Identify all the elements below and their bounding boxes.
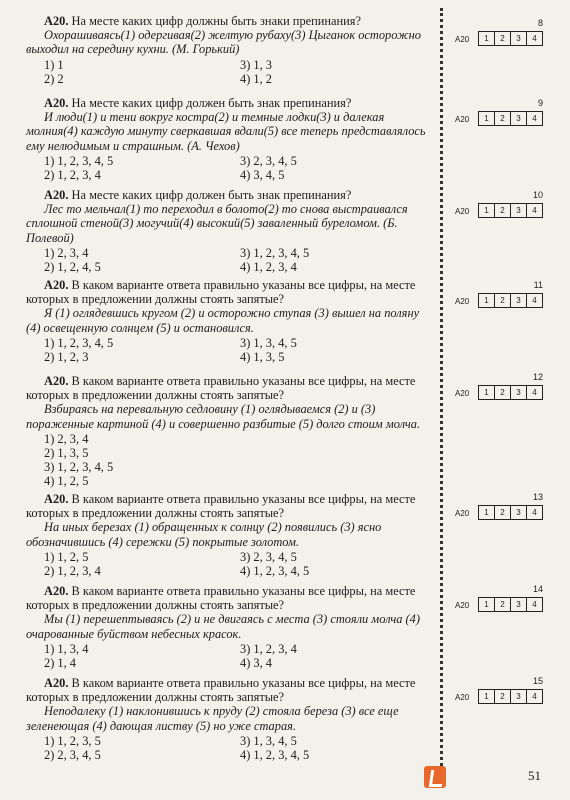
page-number: 51 <box>528 768 541 783</box>
answer-option: 2) 2, 3, 4, 5 <box>44 748 101 763</box>
publisher-logo-icon <box>424 766 446 788</box>
answer-cell[interactable]: 1 <box>479 598 495 611</box>
question-block <box>26 374 426 489</box>
task-number: 14 <box>532 584 543 594</box>
question-label: А20. <box>44 374 69 388</box>
question-block <box>26 14 426 86</box>
answer-option: 2) 1, 2, 4, 5 <box>44 260 101 275</box>
question-sentence: Лес то мельчал(1) то переходил в болото(2) то снова выстраивался сплошной стеной(3) могучий(4) высокий(5) заваленный буреломом. (Б. Полевой) <box>26 202 408 245</box>
answer-option: 2) 2 <box>44 71 64 86</box>
question-sentence: Мы (1) перешептываясь (2) и не двигаясь с места (3) стояли молча (4) очарованные буйством небесных красок. <box>26 612 420 641</box>
question-sentence: Взбираясь на перевальную седловину (1) оглядываемся (2) и (3) пораженные картиной (4) и совершенно разбитые (5) долго стоим молча. <box>26 402 421 431</box>
answer-box-label: А20 <box>455 35 470 44</box>
answer-cell[interactable]: 4 <box>532 388 537 397</box>
answer-cell[interactable]: 1 <box>479 32 495 45</box>
answer-options <box>26 642 426 670</box>
answer-cell[interactable]: 4 <box>532 206 537 215</box>
answer-cell[interactable]: 3 <box>511 386 527 399</box>
question-heading <box>26 584 426 612</box>
answer-option: 4) 1, 2, 5 <box>44 474 89 489</box>
answer-cell[interactable]: 2 <box>495 690 511 703</box>
answer-option: 2) 1, 4 <box>44 656 77 671</box>
answer-cell[interactable]: 3 <box>511 506 527 519</box>
answer-cells <box>478 597 543 612</box>
answer-box <box>455 18 550 52</box>
task-number: 10 <box>532 190 543 200</box>
answer-cell[interactable]: 4 <box>532 600 537 609</box>
question-label: А20. <box>44 676 69 690</box>
answer-box <box>455 280 550 314</box>
question-text: На месте каких цифр должны быть знаки препинания? <box>71 14 361 28</box>
question-sentence: Я (1) оглядевшись кругом (2) и осторожно ступая (3) вышел на поляну (4) освещенную солнцем (5) и остановился. <box>26 306 420 335</box>
answer-option: 2) 1, 3, 5 <box>44 446 89 461</box>
answer-cell[interactable]: 2 <box>495 294 511 307</box>
question-sentence: Неподалеку (1) наклонившись к пруду (2) стояла береза (3) все еще зеленеющая (4) дающая листву (5) но уже старая. <box>26 704 399 733</box>
answer-option: 4) 1, 3, 5 <box>240 350 285 365</box>
answer-option: 1) 1, 2, 3, 5 <box>44 733 101 748</box>
answer-cell[interactable]: 2 <box>495 32 511 45</box>
answer-box-label: А20 <box>455 509 470 518</box>
question-text: В каком варианте ответа правильно указаны все цифры, на месте которых в предложении должны стоять запятые? <box>26 492 416 521</box>
question-heading <box>26 14 426 28</box>
answer-box <box>455 98 550 132</box>
answer-option: 4) 3, 4 <box>240 656 273 671</box>
answer-cell[interactable]: 1 <box>479 294 495 307</box>
answer-cell[interactable]: 2 <box>495 598 511 611</box>
answer-option: 1) 2, 3, 4 <box>44 245 89 260</box>
answer-options <box>26 246 426 274</box>
answer-options <box>26 432 426 489</box>
answer-option: 3) 1, 3 <box>240 57 273 72</box>
task-number: 12 <box>532 372 543 382</box>
answer-option: 3) 1, 3, 4, 5 <box>240 335 297 350</box>
answer-option: 2) 1, 2, 3, 4 <box>44 564 101 579</box>
answer-box <box>455 372 550 406</box>
question-text: В каком варианте ответа правильно указаны все цифры, на месте которых в предложении должны стоять запятые? <box>26 278 416 307</box>
question-sentence: Охорашиваясь(1) одергивая(2) желтую рубаху(3) Цыганок осторожно выходил на середину кухни. (М. Горький) <box>26 28 421 57</box>
answer-option: 3) 1, 2, 3, 4, 5 <box>240 245 310 260</box>
question-text: В каком варианте ответа правильно указаны все цифры, на месте которых в предложении должны стоять запятые? <box>26 374 416 403</box>
answer-cell[interactable]: 4 <box>532 692 537 701</box>
answer-cell[interactable]: 2 <box>495 506 511 519</box>
answer-box-label: А20 <box>455 115 470 124</box>
question-label: А20. <box>44 96 69 110</box>
answer-options <box>26 58 426 86</box>
answer-option: 1) 1 <box>44 57 64 72</box>
answer-box-label: А20 <box>455 601 470 610</box>
answer-cells <box>478 505 543 520</box>
answer-option: 2) 1, 2, 3 <box>44 350 89 365</box>
task-number: 11 <box>533 280 543 290</box>
answer-option: 4) 1, 2, 3, 4 <box>240 260 297 275</box>
answer-cell[interactable]: 3 <box>511 294 527 307</box>
answer-option: 1) 1, 2, 3, 4, 5 <box>44 335 114 350</box>
question-heading <box>26 676 426 704</box>
question-label: А20. <box>44 278 69 292</box>
answer-cell[interactable]: 3 <box>511 204 527 217</box>
answer-option: 1) 1, 2, 3, 4, 5 <box>44 153 114 168</box>
answer-cells <box>478 385 543 400</box>
question-heading <box>26 374 426 402</box>
question-block <box>26 96 426 182</box>
answer-option: 4) 1, 2, 3, 4, 5 <box>240 564 310 579</box>
answer-box <box>455 584 550 618</box>
answer-box-label: А20 <box>455 389 470 398</box>
answer-cell[interactable]: 3 <box>511 112 527 125</box>
answer-options <box>26 550 426 578</box>
answer-option: 3) 1, 2, 3, 4, 5 <box>44 460 114 475</box>
answer-option: 4) 1, 2, 3, 4, 5 <box>240 748 310 763</box>
question-block <box>26 278 426 364</box>
question-label: А20. <box>44 492 69 506</box>
answer-box-label: А20 <box>455 693 470 702</box>
answer-option: 1) 2, 3, 4 <box>44 431 89 446</box>
question-heading <box>26 278 426 306</box>
question-text: В каком варианте ответа правильно указаны все цифры, на месте которых в предложении должны стоять запятые? <box>26 676 416 705</box>
answer-cell[interactable]: 4 <box>532 508 537 517</box>
answer-cells <box>478 293 543 308</box>
answer-cell[interactable]: 1 <box>479 204 495 217</box>
answer-option: 3) 2, 3, 4, 5 <box>240 153 297 168</box>
answer-cell[interactable]: 4 <box>532 114 537 123</box>
answer-option: 3) 2, 3, 4, 5 <box>240 549 297 564</box>
question-label: А20. <box>44 584 69 598</box>
answer-cells <box>478 203 543 218</box>
answer-cell[interactable]: 3 <box>511 690 527 703</box>
answer-cell[interactable]: 1 <box>479 506 495 519</box>
question-text: В каком варианте ответа правильно указаны все цифры, на месте которых в предложении должны стоять запятые? <box>26 584 416 613</box>
answer-box-label: А20 <box>455 297 470 306</box>
answer-box <box>455 190 550 224</box>
answer-cell[interactable]: 2 <box>495 386 511 399</box>
answer-cell[interactable]: 2 <box>495 204 511 217</box>
question-block <box>26 188 426 274</box>
question-sentence: На иных березах (1) обращенных к солнцу (2) появились (3) ясно обозначившись (4) сережки (5) покрытые золотом. <box>26 520 382 549</box>
answer-option: 2) 1, 2, 3, 4 <box>44 168 101 183</box>
answer-box <box>455 492 550 526</box>
task-number: 8 <box>537 18 543 28</box>
answer-cell[interactable]: 4 <box>532 34 537 43</box>
answer-option: 1) 1, 2, 5 <box>44 549 89 564</box>
answer-box-label: А20 <box>455 207 470 216</box>
question-label: А20. <box>44 14 69 28</box>
answer-cell[interactable]: 2 <box>495 112 511 125</box>
task-number: 9 <box>537 98 543 108</box>
question-text: На месте каких цифр должен быть знак препинания? <box>71 188 352 202</box>
answer-options <box>26 734 426 762</box>
answer-box <box>455 676 550 710</box>
answer-cells <box>478 111 543 126</box>
question-heading <box>26 492 426 520</box>
answer-cells <box>478 31 543 46</box>
answer-cell[interactable]: 3 <box>511 598 527 611</box>
answer-options <box>26 336 426 364</box>
question-block <box>26 584 426 670</box>
answer-option: 1) 1, 3, 4 <box>44 641 89 656</box>
answer-option: 4) 3, 4, 5 <box>240 168 285 183</box>
task-number: 15 <box>532 676 543 686</box>
question-label: А20. <box>44 188 69 202</box>
question-sentence: И люди(1) и тени вокруг костра(2) и темные лодки(3) и далекая молния(4) каждую минуту сверкавшая вдали(5) все теперь представлялось ему нелюдимым и страшным. (А. Чехов) <box>26 110 426 153</box>
question-text: На месте каких цифр должен быть знак препинания? <box>71 96 352 110</box>
question-heading <box>26 188 426 202</box>
answer-cell[interactable]: 4 <box>532 296 537 305</box>
task-number: 13 <box>532 492 543 502</box>
question-block <box>26 492 426 578</box>
answer-cell[interactable]: 1 <box>479 386 495 399</box>
answer-cell[interactable]: 1 <box>479 690 495 703</box>
answer-option: 4) 1, 2 <box>240 71 273 86</box>
answer-options <box>26 154 426 182</box>
answer-option: 3) 1, 3, 4, 5 <box>240 733 297 748</box>
answer-option: 3) 1, 2, 3, 4 <box>240 641 297 656</box>
answer-cell[interactable]: 3 <box>511 32 527 45</box>
question-block <box>26 676 426 762</box>
answer-cell[interactable]: 1 <box>479 112 495 125</box>
question-heading <box>26 96 426 110</box>
answer-cells <box>478 689 543 704</box>
dotted-divider <box>440 8 443 778</box>
